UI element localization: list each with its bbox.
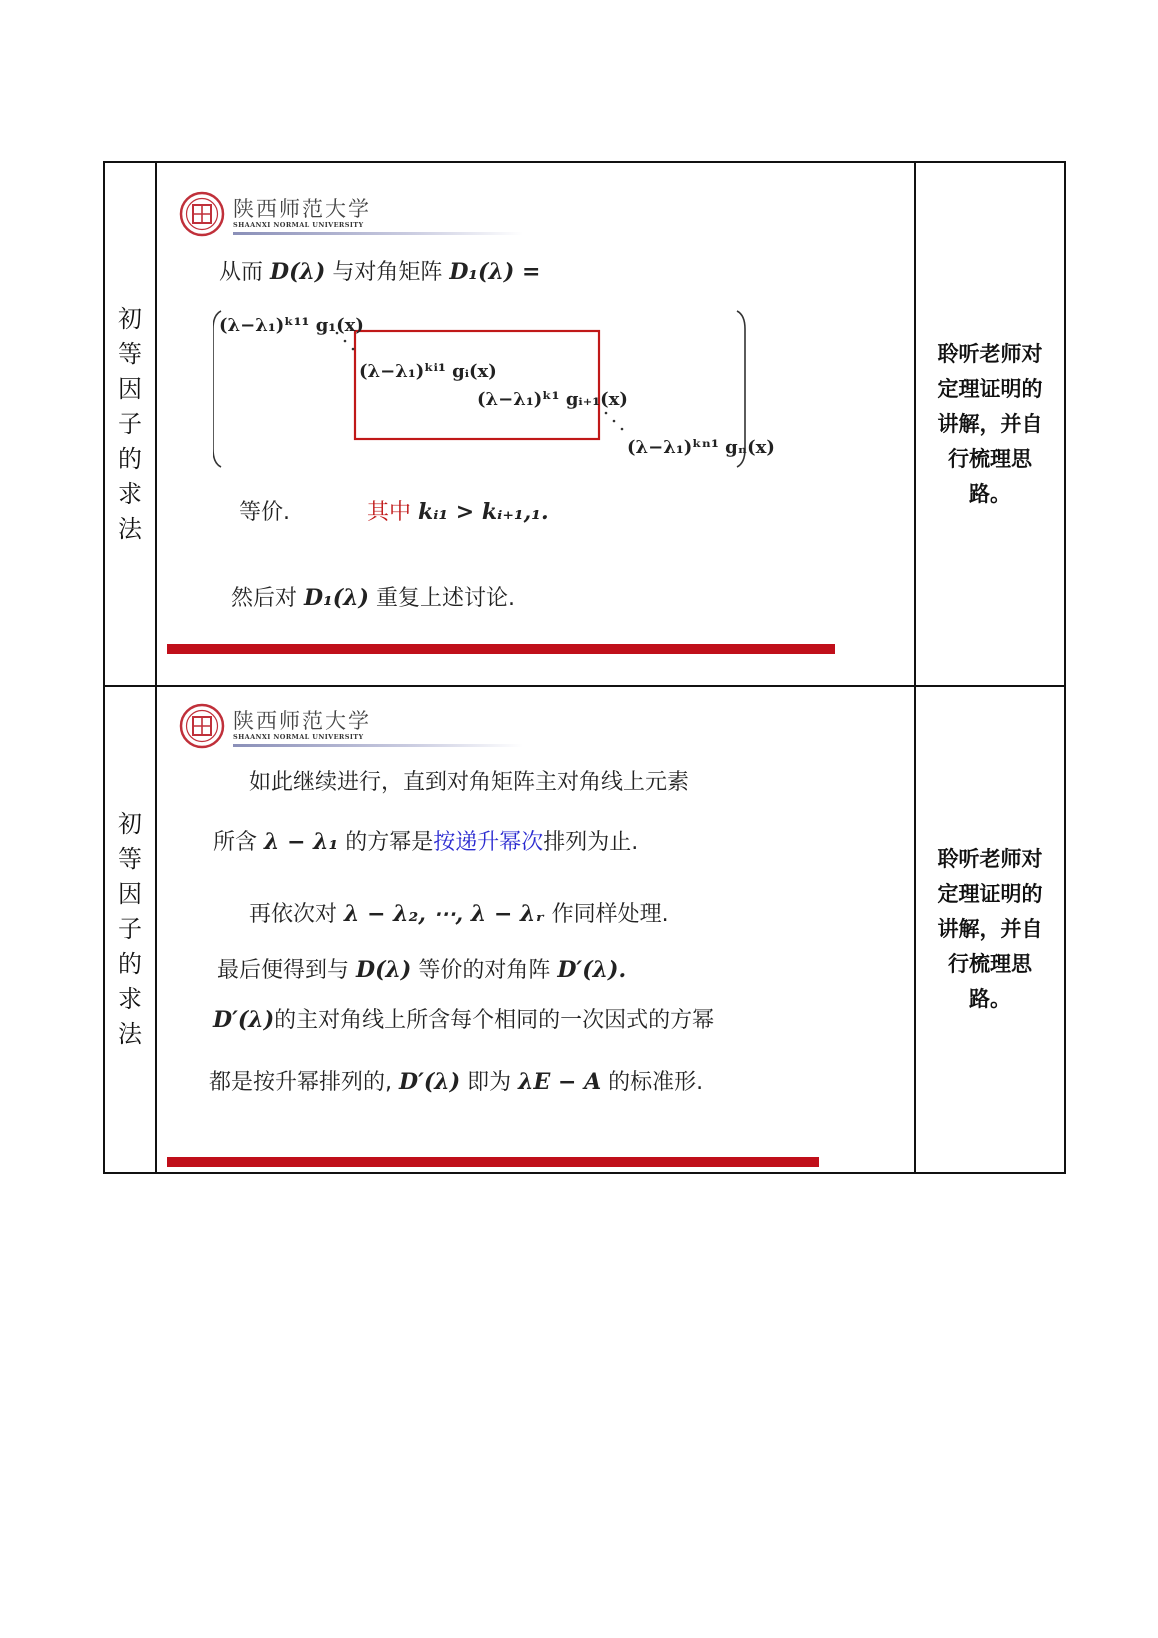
- seal-icon: [179, 191, 225, 237]
- slide-line: 都是按升幂排列的, D′(λ) 即为 λE − A 的标准形.: [209, 1069, 704, 1095]
- slide-footer-bar: [167, 1157, 819, 1167]
- slide-footer-bar: [167, 644, 835, 654]
- slide-cell: [156, 162, 915, 686]
- math-expr: λE − A: [518, 1069, 602, 1095]
- slide-line: 如此继续进行，直到对角矩阵主对角线上元素: [249, 770, 690, 795]
- math-expr: D(λ): [356, 957, 412, 983]
- slide-line: 所含 λ − λ₁ 的方幂是按递升幂次排列为止.: [213, 829, 639, 855]
- row-label: 初 等 因 子 的 求 法: [118, 810, 142, 1048]
- math-expr: D₁(λ): [304, 585, 369, 611]
- math-expr: D′(λ): [399, 1069, 461, 1095]
- content-table: [103, 161, 1066, 1174]
- university-logo: [179, 189, 509, 239]
- logo-name: 陕西师范大学: [233, 709, 371, 733]
- math-expr: D′(λ).: [557, 957, 627, 983]
- logo-name: 陕西师范大学: [233, 197, 371, 221]
- slide-line: 其中 kᵢ₁ > kᵢ₊₁,₁.: [367, 499, 549, 525]
- math-expr: λ − λ₁: [264, 829, 339, 855]
- math-expr: D′(λ): [213, 1007, 275, 1033]
- matrix-entry: (λ−λ₁)ᵏⁱ¹ gᵢ(x): [359, 361, 497, 382]
- table-row: [104, 162, 1065, 686]
- slide-image: [157, 163, 914, 685]
- row-label-cell: [104, 162, 156, 686]
- math-expr: λ − λ₂, ⋯, λ − λᵣ: [344, 901, 545, 927]
- table-row: [104, 686, 1065, 1173]
- slide-image: [157, 687, 914, 1172]
- note-cell: [915, 162, 1065, 686]
- matrix-entry: (λ−λ₁)ᵏⁿ¹ gₙ(x): [627, 437, 775, 458]
- row-label-cell: [104, 686, 156, 1173]
- slide-line: 从而 D(λ) 与对角矩阵 D₁(λ) =: [219, 259, 541, 285]
- slide-line: 等价.: [239, 500, 290, 525]
- note-text: 聆听老师对 定理证明的 讲解，并自 行梳理思 路。: [937, 341, 1043, 506]
- math-expr: kᵢ₁ > kᵢ₊₁,₁.: [418, 499, 549, 525]
- seal-icon: [179, 703, 225, 749]
- logo-english: SHAANXI NORMAL UNIVERSITY: [233, 221, 364, 229]
- slide-line: 最后便得到与 D(λ) 等价的对角阵 D′(λ).: [217, 957, 627, 983]
- university-logo: [179, 701, 509, 751]
- note-cell: [915, 686, 1065, 1173]
- logo-english: SHAANXI NORMAL UNIVERSITY: [233, 733, 364, 741]
- slide-line: D′(λ)的主对角线上所含每个相同的一次因式的方幂: [213, 1007, 715, 1033]
- logo-underline: [233, 232, 523, 235]
- slide-cell: [156, 686, 915, 1173]
- row-label: 初 等 因 子 的 求 法: [118, 304, 142, 543]
- slide-line: 再依次对 λ − λ₂, ⋯, λ − λᵣ 作同样处理.: [249, 901, 669, 927]
- slide-line: 然后对 D₁(λ) 重复上述讨论.: [231, 585, 515, 611]
- diagonal-matrix: [213, 309, 775, 469]
- math-expr: D₁(λ) =: [449, 259, 541, 285]
- math-expr: D(λ): [270, 259, 326, 285]
- note-text: 聆听老师对 定理证明的 讲解，并自 行梳理思 路。: [937, 847, 1043, 1011]
- matrix-entry: (λ−λ₁)ᵏ¹¹ g₁(x): [219, 315, 364, 336]
- logo-underline: [233, 744, 523, 747]
- matrix-entry: (λ−λ₁)ᵏ¹ gᵢ₊₁(x): [477, 389, 628, 410]
